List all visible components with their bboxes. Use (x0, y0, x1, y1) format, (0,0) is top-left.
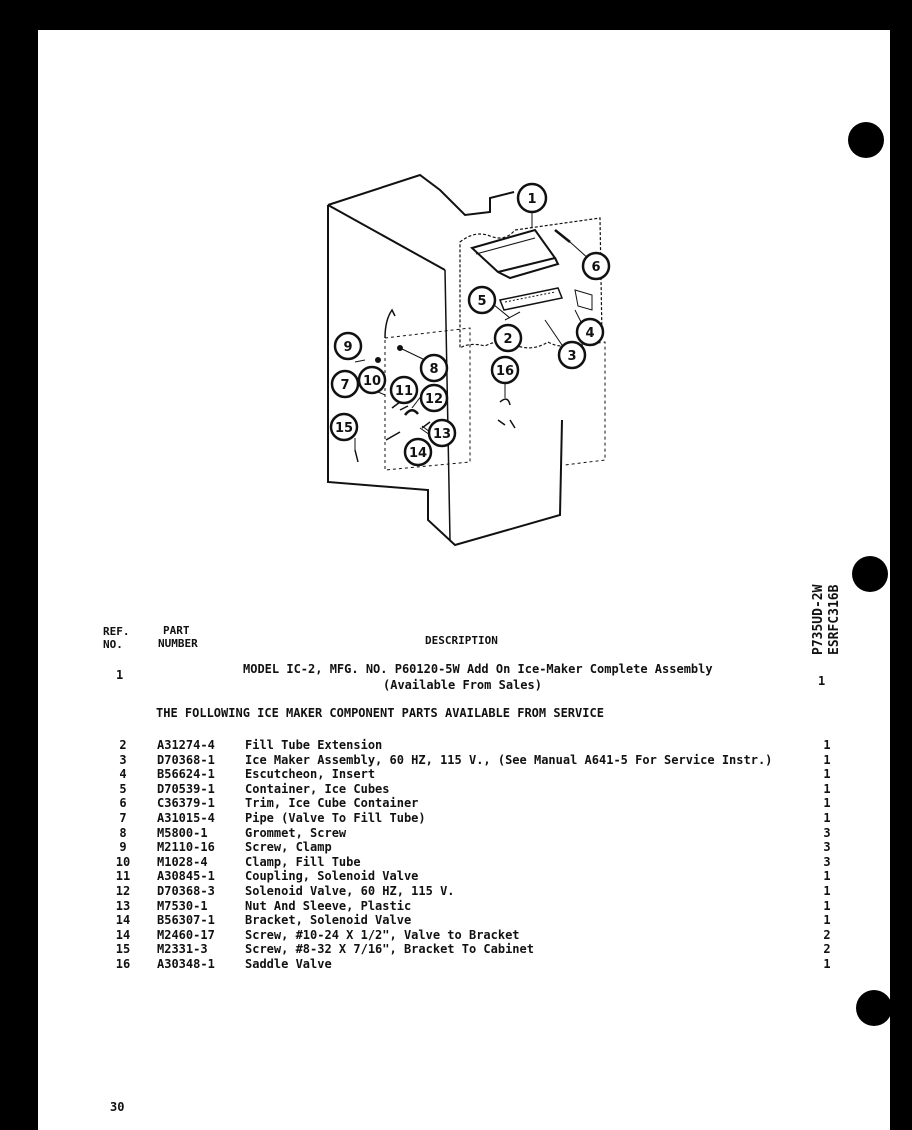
part-quantity: 3 (823, 825, 831, 840)
parts-row (0, 957, 912, 972)
part-description: Saddle Valve (245, 957, 332, 971)
header-part-line-1: PART (163, 624, 190, 637)
part-description: Screw, Clamp (245, 840, 332, 855)
parts-row (0, 899, 912, 914)
parts-row (0, 782, 912, 797)
part-description: Screw, #10-24 X 1/2", Valve to Bracket (245, 927, 520, 942)
header-part-line-2: NUMBER (158, 637, 198, 650)
svg-text:13: 13 (432, 427, 452, 442)
parts-row (0, 869, 912, 884)
part-description: Solenoid Valve, 60 HZ, 115 V. (245, 884, 455, 898)
part-number: B56624-1 (157, 767, 215, 782)
part-quantity: 1 (823, 913, 831, 928)
part-description: Fill Tube Extension (245, 738, 383, 752)
parts-row (0, 738, 912, 753)
svg-text:4: 4 (585, 326, 595, 341)
page-number: 30 (110, 1100, 125, 1114)
parts-row (0, 796, 912, 811)
part-quantity: 1 (823, 752, 831, 767)
header-ref-line-2: NO. (103, 638, 123, 651)
part-ref-number: 14 (115, 927, 131, 942)
part-number: M2460-17 (157, 927, 215, 942)
parts-row (0, 855, 912, 870)
part-quantity: 3 (823, 840, 831, 855)
part-number: A30348-1 (157, 957, 215, 971)
part-quantity: 3 (823, 854, 831, 869)
part-quantity: 1 (823, 738, 831, 752)
svg-text:5: 5 (477, 294, 487, 309)
punch-hole-top (848, 122, 884, 158)
part-description: Ice Maker Assembly, 60 HZ, 115 V., (See Manual A641-5 For Service Instr.) (245, 752, 773, 767)
assembly-ref: 1 (116, 668, 124, 682)
svg-text:7: 7 (340, 378, 350, 393)
part-ref-number: 8 (119, 825, 127, 840)
part-description: Container, Ice Cubes (245, 781, 390, 796)
model-code-line-1: P735UD-2W (811, 584, 826, 655)
part-number: M2331-3 (157, 942, 208, 957)
part-description: Grommet, Screw (245, 825, 347, 840)
service-note: THE FOLLOWING ICE MAKER COMPONENT PARTS AVAILABLE FROM SERVICE (156, 706, 604, 720)
part-quantity: 1 (823, 957, 831, 971)
part-ref-number: 15 (115, 942, 131, 957)
parts-row (0, 767, 912, 782)
part-ref-number: 3 (119, 752, 127, 767)
part-number: A31274-4 (157, 738, 215, 752)
parts-row (0, 928, 912, 943)
part-description: Trim, Ice Cube Container (245, 796, 419, 811)
parts-row (0, 753, 912, 768)
svg-text:3: 3 (567, 349, 577, 364)
part-ref-number: 11 (115, 869, 131, 884)
part-ref-number: 14 (115, 913, 131, 928)
model-code-line-2: ESRFC316B (827, 584, 842, 655)
parts-row (0, 913, 912, 928)
model-code-vertical-2 (828, 565, 842, 655)
part-number: M7530-1 (157, 898, 208, 913)
part-description: Pipe (Valve To Fill Tube) (245, 811, 426, 825)
punch-hole-bottom (856, 990, 892, 1026)
svg-text:12: 12 (424, 392, 444, 407)
header-part (158, 624, 198, 650)
part-description: Bracket, Solenoid Valve (245, 913, 412, 928)
part-number: B56307-1 (157, 913, 215, 928)
part-number: A30845-1 (157, 869, 215, 884)
model-code-vertical (812, 565, 826, 655)
part-quantity: 1 (823, 869, 831, 884)
part-ref-number: 5 (119, 781, 127, 796)
part-quantity: 1 (823, 781, 831, 796)
part-quantity: 1 (823, 767, 831, 782)
svg-text:11: 11 (394, 384, 414, 399)
part-number: A31015-4 (157, 811, 215, 825)
assembly-description-line-2: (Available From Sales) (383, 678, 542, 692)
part-ref-number: 9 (119, 840, 127, 855)
parts-row (0, 942, 912, 957)
svg-text:6: 6 (591, 260, 601, 275)
header-ref (103, 625, 130, 651)
svg-text:15: 15 (334, 421, 354, 436)
part-number: M1028-4 (157, 854, 208, 869)
assembly-qty: 1 (818, 674, 826, 688)
part-quantity: 1 (823, 884, 831, 898)
parts-row (0, 826, 912, 841)
part-ref-number: 4 (119, 767, 127, 782)
parts-row (0, 840, 912, 855)
parts-row (0, 884, 912, 899)
part-ref-number: 2 (119, 738, 127, 752)
part-number: M2110-16 (157, 840, 215, 855)
callout-1: 1 (527, 192, 537, 207)
punch-hole-middle (852, 556, 888, 592)
parts-row (0, 811, 912, 826)
svg-text:10: 10 (362, 374, 382, 389)
part-description: Clamp, Fill Tube (245, 854, 361, 869)
part-quantity: 1 (823, 811, 831, 825)
part-description: Screw, #8-32 X 7/16", Bracket To Cabinet (245, 942, 534, 957)
part-quantity: 1 (823, 898, 831, 913)
svg-text:9: 9 (343, 340, 353, 355)
part-description: Escutcheon, Insert (245, 767, 376, 782)
part-ref-number: 13 (115, 898, 131, 913)
parts-list (0, 738, 912, 978)
part-quantity: 2 (823, 942, 831, 957)
part-number: C36379-1 (157, 796, 215, 811)
part-quantity: 2 (823, 927, 831, 942)
part-number: D70539-1 (157, 781, 215, 796)
part-ref-number: 16 (115, 957, 131, 971)
ice-maker-exploded-diagram (300, 170, 630, 560)
assembly-description-line-1: MODEL IC-2, MFG. NO. P60120-5W Add On Ice-Maker Complete Assembly (243, 662, 713, 676)
part-ref-number: 7 (119, 811, 127, 825)
part-number: M5800-1 (157, 825, 208, 840)
part-ref-number: 10 (115, 854, 131, 869)
part-number: D70368-3 (157, 884, 215, 898)
svg-text:16: 16 (495, 364, 515, 379)
part-ref-number: 6 (119, 796, 127, 811)
svg-text:14: 14 (408, 446, 428, 461)
header-description: DESCRIPTION (425, 634, 498, 647)
svg-text:2: 2 (503, 332, 513, 347)
svg-text:8: 8 (429, 362, 439, 377)
part-number: D70368-1 (157, 752, 215, 767)
part-description: Nut And Sleeve, Plastic (245, 898, 412, 913)
header-ref-line-1: REF. (103, 625, 130, 638)
part-ref-number: 12 (115, 884, 131, 898)
part-description: Coupling, Solenoid Valve (245, 869, 419, 884)
part-quantity: 1 (823, 796, 831, 811)
